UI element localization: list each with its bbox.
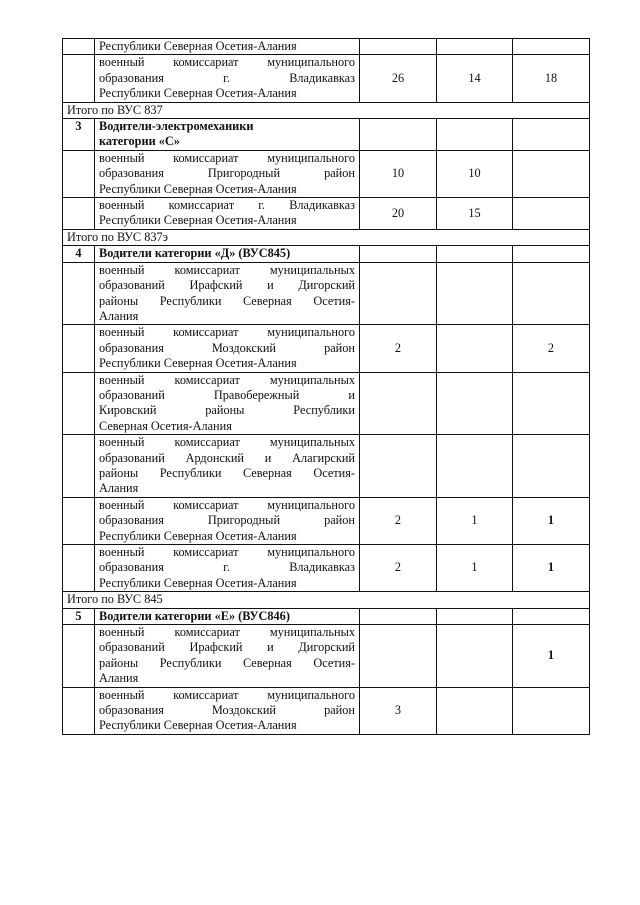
table-row <box>63 325 590 372</box>
name-line: военный комиссариат муниципального <box>99 325 355 340</box>
row-number-cell <box>63 625 95 688</box>
table-row <box>63 39 590 55</box>
value-cell-3: 18 <box>513 55 590 102</box>
section-title-line: Водители категории «Е» (ВУС846) <box>99 608 290 623</box>
name-line: образования г. Владикавказ <box>99 70 355 85</box>
value-cell-3: 1 <box>513 545 590 592</box>
value-cell-1: 20 <box>360 198 437 230</box>
name-line: образования Моздокский район <box>99 703 355 718</box>
name-line: районы Республики Северная Осетия- <box>99 655 355 670</box>
commissariat-name-cell <box>95 325 360 372</box>
value-cell-2 <box>437 246 513 262</box>
value-cell-2 <box>437 687 513 734</box>
row-number-cell <box>63 372 95 435</box>
name-line: Алания <box>99 308 139 323</box>
name-line: районы Республики Северная Осетия- <box>99 465 355 480</box>
table-row <box>63 545 590 592</box>
row-number-cell <box>63 150 95 197</box>
value-cell-1: 10 <box>360 150 437 197</box>
section-number: 5 <box>63 608 95 624</box>
name-line: военный комиссариат г. Владикавказ <box>99 198 355 213</box>
row-number-cell <box>63 545 95 592</box>
value-cell-2 <box>437 435 513 498</box>
value-cell-3 <box>513 39 590 55</box>
row-number-cell <box>63 198 95 230</box>
value-cell-2 <box>437 262 513 325</box>
name-line: военный комиссариат муниципальных <box>99 262 355 277</box>
name-line: Республики Северная Осетия-Алания <box>99 39 297 53</box>
value-cell-3 <box>513 119 590 151</box>
row-number-cell <box>63 435 95 498</box>
commissariat-name-cell <box>95 497 360 544</box>
name-line: Республики Северная Осетия-Алания <box>99 213 297 228</box>
value-cell-3 <box>513 262 590 325</box>
table-row <box>63 262 590 325</box>
name-line: Алания <box>99 671 139 686</box>
value-cell-3 <box>513 435 590 498</box>
value-cell-1 <box>360 246 437 262</box>
name-line: образования Моздокский район <box>99 340 355 355</box>
name-line: военный комиссариат муниципальных <box>99 435 355 450</box>
name-line: образования г. Владикавказ <box>99 560 355 575</box>
row-number-cell <box>63 325 95 372</box>
value-cell-3: 2 <box>513 325 590 372</box>
section-title-line: категории «С» <box>99 134 180 149</box>
value-cell-1 <box>360 39 437 55</box>
commissariat-name-cell <box>95 262 360 325</box>
allocation-table <box>62 38 590 735</box>
value-cell-1 <box>360 262 437 325</box>
value-cell-1 <box>360 435 437 498</box>
name-line: образований Ирафский и Дигорский <box>99 640 355 655</box>
commissariat-name-cell <box>95 198 360 230</box>
row-number-cell <box>63 497 95 544</box>
row-number-cell <box>63 687 95 734</box>
section-title <box>95 246 360 262</box>
table-row <box>63 435 590 498</box>
row-number-cell <box>63 262 95 325</box>
commissariat-name-cell <box>95 372 360 435</box>
commissariat-name-cell <box>95 625 360 688</box>
table-row <box>63 497 590 544</box>
total-label: Итого по ВУС 837 <box>63 102 590 118</box>
value-cell-2 <box>437 325 513 372</box>
value-cell-1 <box>360 625 437 688</box>
table-row <box>63 198 590 230</box>
value-cell-2: 1 <box>437 497 513 544</box>
value-cell-1: 26 <box>360 55 437 102</box>
section-title <box>95 608 360 624</box>
name-line: военный комиссариат муниципального <box>99 545 355 559</box>
section-row <box>63 119 590 151</box>
commissariat-name-cell <box>95 55 360 102</box>
commissariat-name-cell <box>95 435 360 498</box>
name-line: Северная Осетия-Алания <box>99 418 232 433</box>
name-line: военный комиссариат муниципальных <box>99 372 355 387</box>
name-line: Алания <box>99 481 139 496</box>
value-cell-3: 1 <box>513 625 590 688</box>
value-cell-2 <box>437 625 513 688</box>
value-cell-2 <box>437 372 513 435</box>
value-cell-2 <box>437 39 513 55</box>
value-cell-2: 1 <box>437 545 513 592</box>
value-cell-1 <box>360 119 437 151</box>
name-line: Республики Северная Осетия-Алания <box>99 718 297 733</box>
total-label: Итого по ВУС 845 <box>63 592 590 608</box>
name-line: военный комиссариат муниципального <box>99 687 355 702</box>
section-title <box>95 119 360 151</box>
total-row <box>63 102 590 118</box>
document-page <box>62 38 589 735</box>
name-line: образований Правобережный и <box>99 387 355 402</box>
name-line: Республики Северная Осетия-Алания <box>99 575 297 590</box>
section-row <box>63 608 590 624</box>
value-cell-3: 1 <box>513 497 590 544</box>
total-label: Итого по ВУС 837э <box>63 229 590 245</box>
name-line: военный комиссариат муниципального <box>99 497 355 512</box>
table-row <box>63 150 590 197</box>
section-title-line: Водители-электромеханики <box>99 119 254 134</box>
section-title-line: Водители категории «Д» (ВУС845) <box>99 246 291 261</box>
section-number: 4 <box>63 246 95 262</box>
name-line: образований Ирафский и Дигорский <box>99 278 355 293</box>
name-line: Кировский районы Республики <box>99 403 355 418</box>
value-cell-3 <box>513 198 590 230</box>
section-row <box>63 246 590 262</box>
value-cell-1: 2 <box>360 325 437 372</box>
value-cell-1: 2 <box>360 497 437 544</box>
table-row <box>63 55 590 102</box>
table-row <box>63 687 590 734</box>
name-line: Республики Северная Осетия-Алания <box>99 181 297 196</box>
section-number: 3 <box>63 119 95 151</box>
value-cell-1 <box>360 372 437 435</box>
name-line: районы Республики Северная Осетия- <box>99 293 355 308</box>
name-line: образований Ардонский и Алагирский <box>99 450 355 465</box>
table-row <box>63 372 590 435</box>
value-cell-1: 2 <box>360 545 437 592</box>
value-cell-3 <box>513 608 590 624</box>
name-line: образования Пригородный район <box>99 513 355 528</box>
value-cell-3 <box>513 372 590 435</box>
commissariat-name-cell <box>95 39 360 55</box>
total-row <box>63 592 590 608</box>
row-number-cell <box>63 55 95 102</box>
value-cell-2 <box>437 119 513 151</box>
commissariat-name-cell <box>95 545 360 592</box>
commissariat-name-cell <box>95 150 360 197</box>
value-cell-3 <box>513 150 590 197</box>
value-cell-3 <box>513 687 590 734</box>
row-number-cell <box>63 39 95 55</box>
value-cell-2 <box>437 608 513 624</box>
value-cell-2: 10 <box>437 150 513 197</box>
name-line: военный комиссариат муниципального <box>99 55 355 70</box>
name-line: Республики Северная Осетия-Алания <box>99 356 297 371</box>
value-cell-1 <box>360 608 437 624</box>
name-line: образования Пригородный район <box>99 166 355 181</box>
value-cell-2: 15 <box>437 198 513 230</box>
value-cell-1: 3 <box>360 687 437 734</box>
name-line: военный комиссариат муниципального <box>99 150 355 165</box>
value-cell-2: 14 <box>437 55 513 102</box>
name-line: Республики Северная Осетия-Алания <box>99 528 297 543</box>
name-line: военный комиссариат муниципальных <box>99 625 355 640</box>
value-cell-3 <box>513 246 590 262</box>
table-row <box>63 625 590 688</box>
commissariat-name-cell <box>95 687 360 734</box>
name-line: Республики Северная Осетия-Алания <box>99 86 297 101</box>
total-row <box>63 229 590 245</box>
